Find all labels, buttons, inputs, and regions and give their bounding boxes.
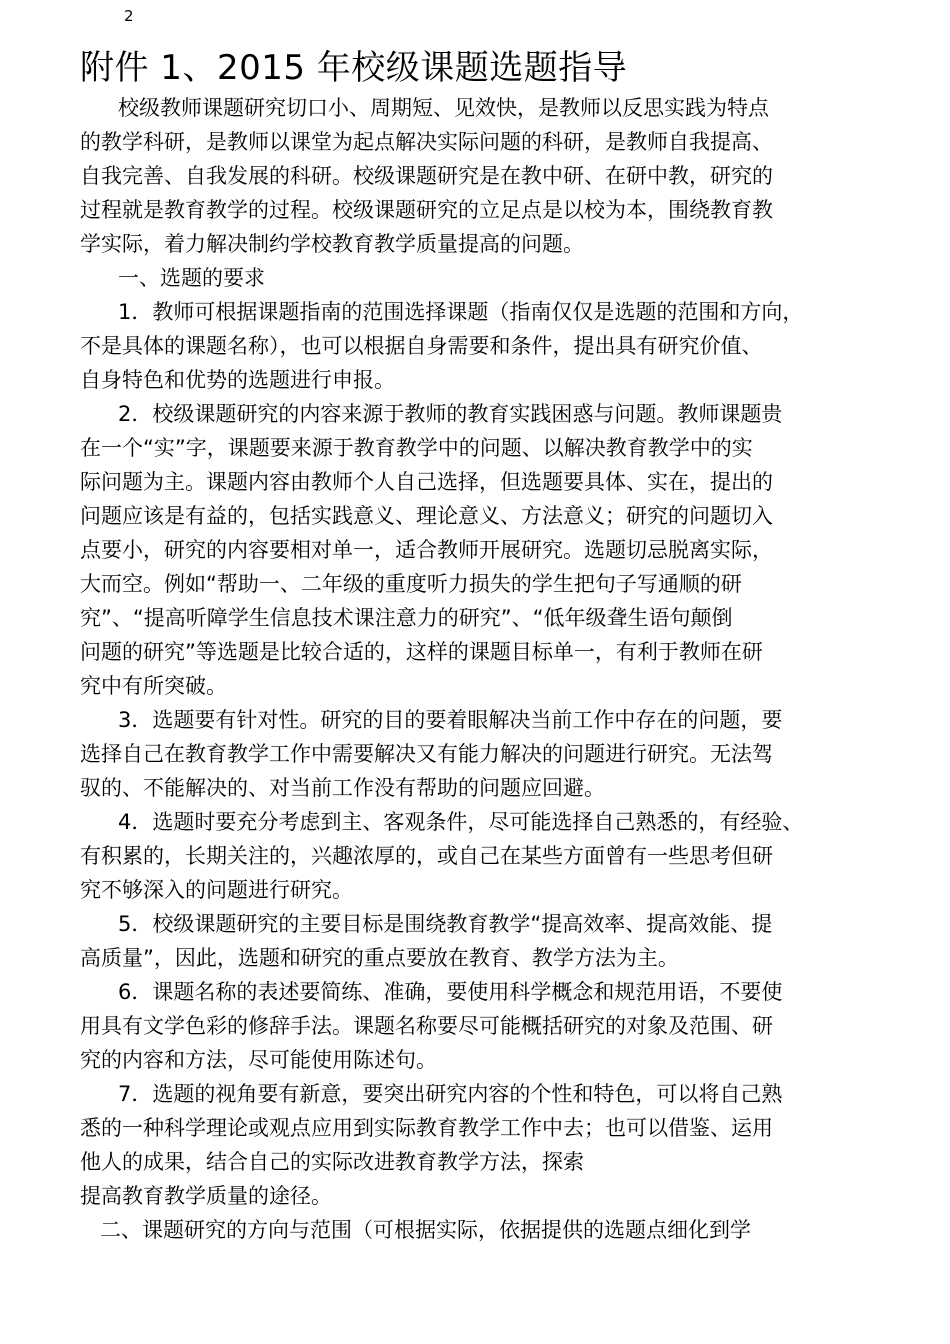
body-line: 不是具体的课题名称），也可以根据自身需要和条件，提出具有研究价值、	[80, 334, 763, 358]
body-line: 二、课题研究的方向与范围（可根据实际，依据提供的选题点细化到学	[100, 1218, 751, 1242]
body-line: 4．选题时要充分考虑到主、客观条件，尽可能选择自己熟悉的，有经验、	[118, 810, 804, 834]
body-line: 悉的一种科学理论或观点应用到实际教育教学工作中去；也可以借鉴、运用	[80, 1116, 773, 1140]
body-line: 在一个“实”字，课题要来源于教育教学中的问题、以解决教育教学中的实	[80, 436, 753, 460]
body-line: 究的内容和方法，尽可能使用陈述句。	[80, 1048, 437, 1072]
body-line: 的教学科研，是教师以课堂为起点解决实际问题的科研，是教师自我提高、	[80, 130, 773, 154]
document-body	[80, 91, 880, 1247]
body-line: 究中有所突破。	[80, 674, 227, 698]
body-line: 究”、“提高听障学生信息技术课注意力的研究”、“低年级聋生语句颠倒	[80, 606, 733, 630]
body-line: 一、选题的要求	[118, 266, 265, 290]
body-line: 问题的研究”等选题是比较合适的，这样的课题目标单一，有利于教师在研	[80, 640, 763, 664]
page-number: 2	[124, 7, 134, 25]
body-line: 际问题为主。课题内容由教师个人自己选择，但选题要具体、实在，提出的	[80, 470, 773, 494]
body-line: 校级教师课题研究切口小、周期短、见效快，是教师以反思实践为特点	[118, 96, 769, 120]
body-line: 高质量”，因此，选题和研究的重点要放在教育、教学方法为主。	[80, 946, 679, 970]
body-line: 6．课题名称的表述要简练、准确，要使用科学概念和规范用语，不要使	[118, 980, 783, 1004]
body-line: 提高教育教学质量的途径。	[80, 1184, 332, 1208]
body-line: 7．选题的视角要有新意，要突出研究内容的个性和特色，可以将自己熟	[118, 1082, 783, 1106]
body-line: 过程就是教育教学的过程。校级课题研究的立足点是以校为本，围绕教育教	[80, 198, 773, 222]
body-line: 5．校级课题研究的主要目标是围绕教育教学“提高效率、提高效能、提	[118, 912, 773, 936]
body-line: 自身特色和优势的选题进行申报。	[80, 368, 395, 392]
body-line: 驭的、不能解决的、对当前工作没有帮助的问题应回避。	[80, 776, 605, 800]
body-line: 3．选题要有针对性。研究的目的要着眼解决当前工作中存在的问题，要	[118, 708, 783, 732]
body-line: 他人的成果，结合自己的实际改进教育教学方法，探索	[80, 1150, 584, 1174]
body-line: 点要小，研究的内容要相对单一，适合教师开展研究。选题切忌脱离实际，	[80, 538, 773, 562]
body-line: 1．教师可根据课题指南的范围选择课题（指南仅仅是选题的范围和方向，	[118, 300, 804, 324]
body-line: 究不够深入的问题进行研究。	[80, 878, 353, 902]
body-line: 用具有文学色彩的修辞手法。课题名称要尽可能概括研究的对象及范围、研	[80, 1014, 773, 1038]
body-line: 选择自己在教育教学工作中需要解决又有能力解决的问题进行研究。无法驾	[80, 742, 773, 766]
document-title: 附件 1、2015 年校级课题选题指导	[80, 48, 628, 88]
body-line: 有积累的，长期关注的，兴趣浓厚的，或自己在某些方面曾有一些思考但研	[80, 844, 773, 868]
body-line: 学实际，着力解决制约学校教育教学质量提高的问题。	[80, 232, 584, 256]
body-line: 自我完善、自我发展的科研。校级课题研究是在教中研、在研中教，研究的	[80, 164, 773, 188]
body-line: 问题应该是有益的，包括实践意义、理论意义、方法意义；研究的问题切入	[80, 504, 773, 528]
body-line: 大而空。例如“帮助一、二年级的重度听力损失的学生把句子写通顺的研	[80, 572, 742, 596]
body-line: 2．校级课题研究的内容来源于教师的教育实践困惑与问题。教师课题贵	[118, 402, 783, 426]
